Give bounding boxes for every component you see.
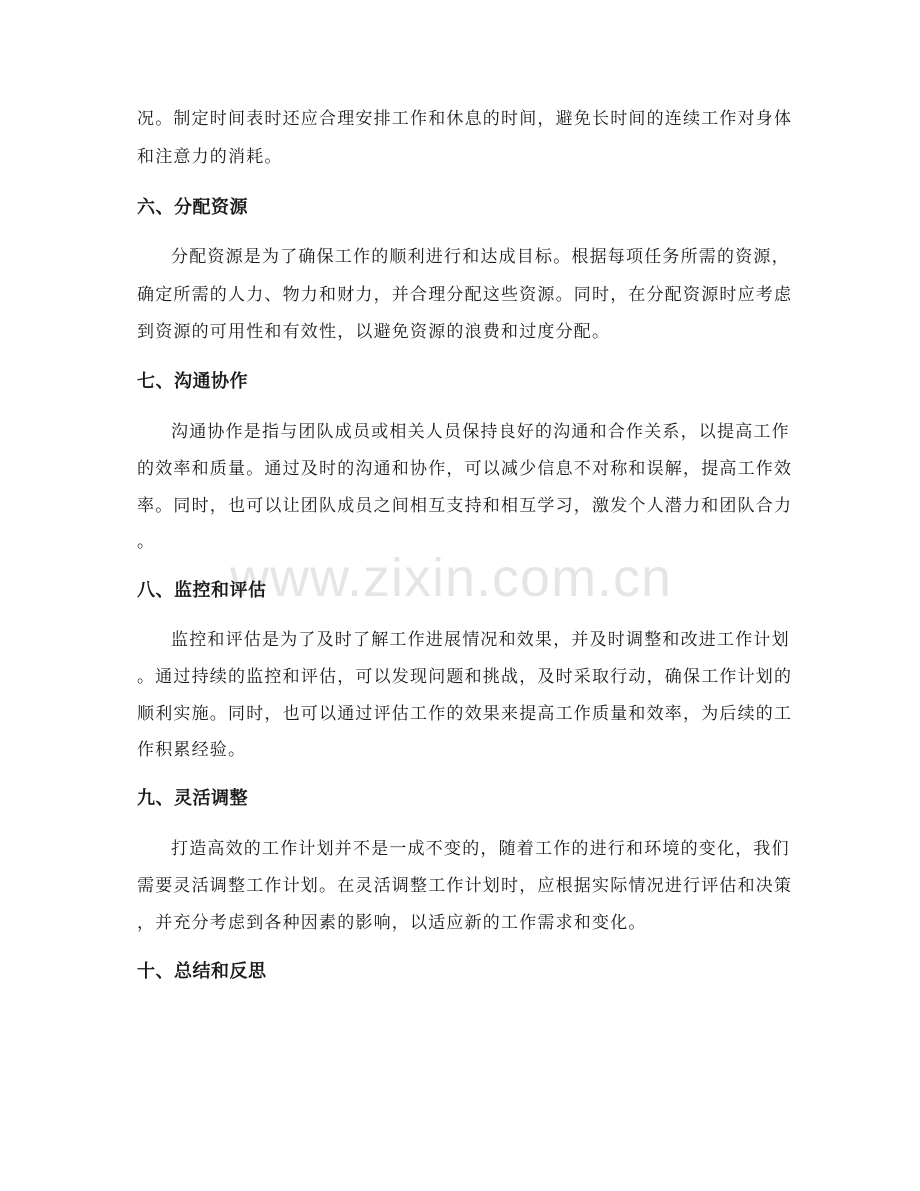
paragraph-line: 沟通协作是指与团队成员或相关人员保持良好的沟通和合作关系，以提高工作 xyxy=(171,422,790,442)
paragraph-line: 到资源的可用性和有效性，以避免资源的浪费和过度分配。 xyxy=(137,322,611,342)
paragraph-line: 。 xyxy=(137,532,156,552)
paragraph-line: 况。制定时间表时还应合理安排工作和休息的时间，避免长时间的连续工作对身体 xyxy=(137,109,793,129)
paragraph-line: ，并充分考虑到各种因素的影响，以适应新的工作需求和变化。 xyxy=(137,913,647,933)
paragraph-line: 打造高效的工作计划并不是一成不变的，随着工作的进行和环境的变化，我们 xyxy=(171,839,790,859)
section-heading-9: 九、灵活调整 xyxy=(137,788,248,809)
paragraph-line: 需要灵活调整工作计划。在灵活调整工作计划时，应根据实际情况进行评估和决策 xyxy=(137,876,793,896)
paragraph-line: 的效率和质量。通过及时的沟通和协作，可以减少信息不对称和误解，提高工作效 xyxy=(137,459,793,479)
paragraph-line: 作积累经验。 xyxy=(137,740,247,760)
paragraph-line: 。通过持续的监控和评估，可以发现问题和挑战，及时采取行动，确保工作计划的 xyxy=(137,667,793,687)
paragraph-line: 确定所需的人力、物力和财力，并合理分配这些资源。同时，在分配资源时应考虑 xyxy=(137,285,793,305)
section-heading-8: 八、监控和评估 xyxy=(137,580,267,601)
watermark-text: www.zixin.com.cn xyxy=(230,548,673,608)
section-heading-10: 十、总结和反思 xyxy=(137,961,267,982)
paragraph-line: 和注意力的消耗。 xyxy=(137,147,283,167)
paragraph-line: 率。同时，也可以让团队成员之间相互支持和相互学习，激发个人潜力和团队合力 xyxy=(137,496,793,516)
paragraph-line: 监控和评估是为了及时了解工作进展情况和效果，并及时调整和改进工作计划 xyxy=(171,630,790,650)
paragraph-line: 顺利实施。同时，也可以通过评估工作的效果来提高工作质量和效率，为后续的工 xyxy=(137,704,793,724)
section-heading-7: 七、沟通协作 xyxy=(137,371,248,392)
paragraph-line: 分配资源是为了确保工作的顺利进行和达成目标。根据每项任务所需的资源， xyxy=(171,247,790,267)
section-heading-6: 六、分配资源 xyxy=(137,197,248,218)
